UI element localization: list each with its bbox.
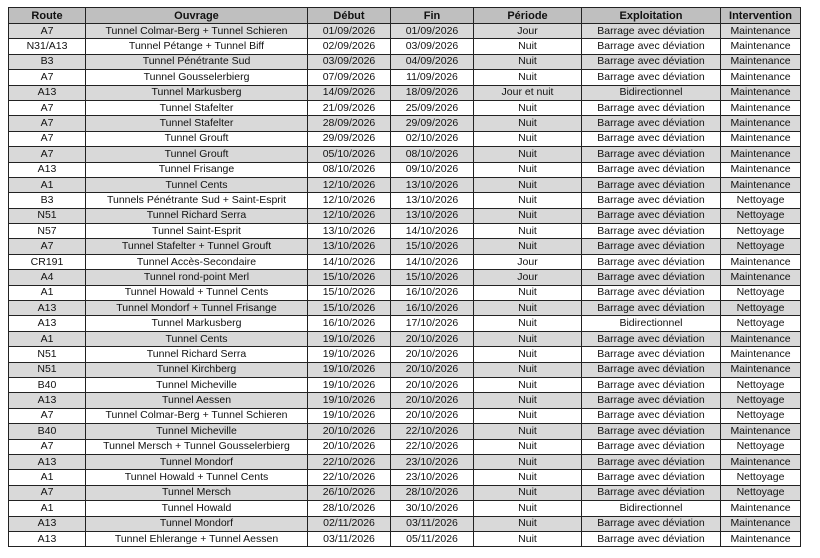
ouvrage-cell: Tunnel Frisange <box>86 162 308 177</box>
exploitation-cell: Barrage avec déviation <box>582 285 721 300</box>
table-row <box>9 377 801 392</box>
table-row <box>9 116 801 131</box>
table-row <box>9 485 801 500</box>
fin-cell: 09/10/2026 <box>391 162 474 177</box>
intervention-cell: Maintenance <box>721 270 801 285</box>
fin-cell: 28/10/2026 <box>391 485 474 500</box>
ouvrage-cell: Tunnel Stafelter <box>86 100 308 115</box>
periode-cell: Nuit <box>474 501 582 516</box>
periode-cell: Nuit <box>474 177 582 192</box>
route-cell: A1 <box>9 470 86 485</box>
column-header-fin: Fin <box>391 8 474 24</box>
fin-cell: 20/10/2026 <box>391 331 474 346</box>
exploitation-cell: Barrage avec déviation <box>582 116 721 131</box>
periode-cell: Nuit <box>474 100 582 115</box>
exploitation-cell: Barrage avec déviation <box>582 362 721 377</box>
table-row <box>9 439 801 454</box>
exploitation-cell: Barrage avec déviation <box>582 485 721 500</box>
periode-cell: Nuit <box>474 485 582 500</box>
intervention-cell: Maintenance <box>721 362 801 377</box>
ouvrage-cell: Tunnel Mondorf + Tunnel Frisange <box>86 301 308 316</box>
route-cell: A7 <box>9 24 86 39</box>
periode-cell: Nuit <box>474 147 582 162</box>
fin-cell: 01/09/2026 <box>391 24 474 39</box>
fin-cell: 16/10/2026 <box>391 285 474 300</box>
intervention-cell: Maintenance <box>721 454 801 469</box>
route-cell: A13 <box>9 516 86 531</box>
intervention-cell: Maintenance <box>721 347 801 362</box>
ouvrage-cell: Tunnel Howald <box>86 501 308 516</box>
exploitation-cell: Barrage avec déviation <box>582 439 721 454</box>
debut-cell: 19/10/2026 <box>308 347 391 362</box>
ouvrage-cell: Tunnel Pénétrante Sud <box>86 54 308 69</box>
debut-cell: 19/10/2026 <box>308 377 391 392</box>
table-row <box>9 70 801 85</box>
table-row <box>9 285 801 300</box>
table-row <box>9 501 801 516</box>
ouvrage-cell: Tunnel Micheville <box>86 377 308 392</box>
ouvrage-cell: Tunnel Gousselerbierg <box>86 70 308 85</box>
fin-cell: 15/10/2026 <box>391 239 474 254</box>
route-cell: A13 <box>9 85 86 100</box>
intervention-cell: Maintenance <box>721 501 801 516</box>
route-cell: A1 <box>9 501 86 516</box>
periode-cell: Nuit <box>474 316 582 331</box>
table-row <box>9 331 801 346</box>
fin-cell: 02/10/2026 <box>391 131 474 146</box>
ouvrage-cell: Tunnel Mondorf <box>86 454 308 469</box>
intervention-cell: Maintenance <box>721 131 801 146</box>
fin-cell: 18/09/2026 <box>391 85 474 100</box>
exploitation-cell: Barrage avec déviation <box>582 377 721 392</box>
route-cell: A13 <box>9 162 86 177</box>
route-cell: A7 <box>9 131 86 146</box>
intervention-cell: Nettoyage <box>721 408 801 423</box>
debut-cell: 19/10/2026 <box>308 362 391 377</box>
debut-cell: 12/10/2026 <box>308 193 391 208</box>
route-cell: A7 <box>9 408 86 423</box>
exploitation-cell: Barrage avec déviation <box>582 70 721 85</box>
exploitation-cell: Barrage avec déviation <box>582 193 721 208</box>
intervention-cell: Maintenance <box>721 162 801 177</box>
debut-cell: 15/10/2026 <box>308 301 391 316</box>
column-header-periode: Période <box>474 8 582 24</box>
fin-cell: 04/09/2026 <box>391 54 474 69</box>
route-cell: A7 <box>9 485 86 500</box>
debut-cell: 13/10/2026 <box>308 239 391 254</box>
periode-cell: Nuit <box>474 285 582 300</box>
ouvrage-cell: Tunnel Grouft <box>86 131 308 146</box>
exploitation-cell: Barrage avec déviation <box>582 408 721 423</box>
route-cell: N51 <box>9 347 86 362</box>
periode-cell: Nuit <box>474 301 582 316</box>
fin-cell: 13/10/2026 <box>391 177 474 192</box>
periode-cell: Nuit <box>474 393 582 408</box>
exploitation-cell: Barrage avec déviation <box>582 454 721 469</box>
route-cell: A1 <box>9 177 86 192</box>
intervention-cell: Maintenance <box>721 331 801 346</box>
route-cell: A7 <box>9 116 86 131</box>
intervention-cell: Maintenance <box>721 254 801 269</box>
periode-cell: Nuit <box>474 193 582 208</box>
table-row <box>9 193 801 208</box>
table-row <box>9 408 801 423</box>
periode-cell: Nuit <box>474 424 582 439</box>
debut-cell: 29/09/2026 <box>308 131 391 146</box>
ouvrage-cell: Tunnel Aessen <box>86 393 308 408</box>
ouvrage-cell: Tunnel Accès-Secondaire <box>86 254 308 269</box>
periode-cell: Jour <box>474 24 582 39</box>
exploitation-cell: Barrage avec déviation <box>582 54 721 69</box>
route-cell: B3 <box>9 193 86 208</box>
table-row <box>9 239 801 254</box>
column-header-route: Route <box>9 8 86 24</box>
exploitation-cell: Barrage avec déviation <box>582 424 721 439</box>
intervention-cell: Maintenance <box>721 54 801 69</box>
exploitation-cell: Barrage avec déviation <box>582 24 721 39</box>
route-cell: A1 <box>9 285 86 300</box>
exploitation-cell: Bidirectionnel <box>582 501 721 516</box>
debut-cell: 22/10/2026 <box>308 470 391 485</box>
fin-cell: 20/10/2026 <box>391 362 474 377</box>
exploitation-cell: Barrage avec déviation <box>582 331 721 346</box>
route-cell: A13 <box>9 316 86 331</box>
tunnel-works-table <box>8 7 801 547</box>
route-cell: B3 <box>9 54 86 69</box>
fin-cell: 23/10/2026 <box>391 470 474 485</box>
intervention-cell: Nettoyage <box>721 470 801 485</box>
table-row <box>9 39 801 54</box>
ouvrage-cell: Tunnel Colmar-Berg + Tunnel Schieren <box>86 24 308 39</box>
intervention-cell: Maintenance <box>721 100 801 115</box>
ouvrage-cell: Tunnel Micheville <box>86 424 308 439</box>
intervention-cell: Nettoyage <box>721 393 801 408</box>
route-cell: A13 <box>9 454 86 469</box>
column-header-ouvrage: Ouvrage <box>86 8 308 24</box>
periode-cell: Nuit <box>474 39 582 54</box>
ouvrage-cell: Tunnel Cents <box>86 331 308 346</box>
intervention-cell: Maintenance <box>721 147 801 162</box>
intervention-cell: Maintenance <box>721 116 801 131</box>
fin-cell: 08/10/2026 <box>391 147 474 162</box>
intervention-cell: Maintenance <box>721 85 801 100</box>
exploitation-cell: Barrage avec déviation <box>582 470 721 485</box>
fin-cell: 11/09/2026 <box>391 70 474 85</box>
fin-cell: 29/09/2026 <box>391 116 474 131</box>
debut-cell: 03/09/2026 <box>308 54 391 69</box>
debut-cell: 02/09/2026 <box>308 39 391 54</box>
periode-cell: Jour et nuit <box>474 85 582 100</box>
ouvrage-cell: Tunnel Mersch <box>86 485 308 500</box>
ouvrage-cell: Tunnel Richard Serra <box>86 208 308 223</box>
fin-cell: 13/10/2026 <box>391 193 474 208</box>
intervention-cell: Nettoyage <box>721 301 801 316</box>
intervention-cell: Nettoyage <box>721 285 801 300</box>
debut-cell: 12/10/2026 <box>308 177 391 192</box>
ouvrage-cell: Tunnel Pétange + Tunnel Biff <box>86 39 308 54</box>
column-header-intervention: Intervention <box>721 8 801 24</box>
intervention-cell: Maintenance <box>721 516 801 531</box>
route-cell: A13 <box>9 393 86 408</box>
route-cell: A13 <box>9 301 86 316</box>
debut-cell: 02/11/2026 <box>308 516 391 531</box>
fin-cell: 05/11/2026 <box>391 531 474 546</box>
debut-cell: 13/10/2026 <box>308 224 391 239</box>
debut-cell: 21/09/2026 <box>308 100 391 115</box>
ouvrage-cell: Tunnel Stafelter + Tunnel Grouft <box>86 239 308 254</box>
ouvrage-cell: Tunnel Mondorf <box>86 516 308 531</box>
debut-cell: 05/10/2026 <box>308 147 391 162</box>
ouvrage-cell: Tunnel Colmar-Berg + Tunnel Schieren <box>86 408 308 423</box>
ouvrage-cell: Tunnel rond-point Merl <box>86 270 308 285</box>
exploitation-cell: Bidirectionnel <box>582 316 721 331</box>
periode-cell: Nuit <box>474 377 582 392</box>
fin-cell: 20/10/2026 <box>391 377 474 392</box>
intervention-cell: Maintenance <box>721 531 801 546</box>
table-row <box>9 316 801 331</box>
route-cell: B40 <box>9 424 86 439</box>
table-row <box>9 131 801 146</box>
intervention-cell: Maintenance <box>721 177 801 192</box>
periode-cell: Jour <box>474 254 582 269</box>
schedule-table-container <box>8 7 801 547</box>
ouvrage-cell: Tunnel Ehlerange + Tunnel Aessen <box>86 531 308 546</box>
route-cell: A4 <box>9 270 86 285</box>
fin-cell: 16/10/2026 <box>391 301 474 316</box>
column-header-debut: Début <box>308 8 391 24</box>
column-header-exploitation: Exploitation <box>582 8 721 24</box>
debut-cell: 19/10/2026 <box>308 393 391 408</box>
debut-cell: 22/10/2026 <box>308 454 391 469</box>
ouvrage-cell: Tunnel Stafelter <box>86 116 308 131</box>
table-row <box>9 100 801 115</box>
fin-cell: 13/10/2026 <box>391 208 474 223</box>
intervention-cell: Nettoyage <box>721 439 801 454</box>
debut-cell: 26/10/2026 <box>308 485 391 500</box>
exploitation-cell: Bidirectionnel <box>582 85 721 100</box>
table-row <box>9 162 801 177</box>
intervention-cell: Nettoyage <box>721 239 801 254</box>
ouvrage-cell: Tunnel Cents <box>86 177 308 192</box>
debut-cell: 16/10/2026 <box>308 316 391 331</box>
fin-cell: 14/10/2026 <box>391 254 474 269</box>
route-cell: A7 <box>9 439 86 454</box>
debut-cell: 28/09/2026 <box>308 116 391 131</box>
table-row <box>9 208 801 223</box>
route-cell: N51 <box>9 208 86 223</box>
route-cell: B40 <box>9 377 86 392</box>
route-cell: CR191 <box>9 254 86 269</box>
exploitation-cell: Barrage avec déviation <box>582 301 721 316</box>
periode-cell: Nuit <box>474 439 582 454</box>
periode-cell: Jour <box>474 270 582 285</box>
periode-cell: Nuit <box>474 516 582 531</box>
exploitation-cell: Barrage avec déviation <box>582 131 721 146</box>
table-row <box>9 470 801 485</box>
periode-cell: Nuit <box>474 54 582 69</box>
fin-cell: 03/09/2026 <box>391 39 474 54</box>
intervention-cell: Maintenance <box>721 424 801 439</box>
fin-cell: 14/10/2026 <box>391 224 474 239</box>
table-row <box>9 224 801 239</box>
debut-cell: 03/11/2026 <box>308 531 391 546</box>
route-cell: A7 <box>9 100 86 115</box>
fin-cell: 25/09/2026 <box>391 100 474 115</box>
debut-cell: 12/10/2026 <box>308 208 391 223</box>
intervention-cell: Maintenance <box>721 70 801 85</box>
periode-cell: Nuit <box>474 116 582 131</box>
route-cell: A7 <box>9 239 86 254</box>
table-row <box>9 393 801 408</box>
table-row <box>9 362 801 377</box>
intervention-cell: Maintenance <box>721 39 801 54</box>
table-row <box>9 454 801 469</box>
exploitation-cell: Barrage avec déviation <box>582 239 721 254</box>
exploitation-cell: Barrage avec déviation <box>582 393 721 408</box>
table-row <box>9 424 801 439</box>
ouvrage-cell: Tunnel Richard Serra <box>86 347 308 362</box>
periode-cell: Nuit <box>474 131 582 146</box>
periode-cell: Nuit <box>474 347 582 362</box>
exploitation-cell: Barrage avec déviation <box>582 39 721 54</box>
table-row <box>9 270 801 285</box>
debut-cell: 08/10/2026 <box>308 162 391 177</box>
exploitation-cell: Barrage avec déviation <box>582 208 721 223</box>
exploitation-cell: Barrage avec déviation <box>582 100 721 115</box>
intervention-cell: Nettoyage <box>721 224 801 239</box>
fin-cell: 03/11/2026 <box>391 516 474 531</box>
ouvrage-cell: Tunnel Kirchberg <box>86 362 308 377</box>
table-row <box>9 85 801 100</box>
ouvrage-cell: Tunnel Grouft <box>86 147 308 162</box>
exploitation-cell: Barrage avec déviation <box>582 270 721 285</box>
route-cell: A1 <box>9 331 86 346</box>
periode-cell: Nuit <box>474 162 582 177</box>
periode-cell: Nuit <box>474 454 582 469</box>
table-row <box>9 54 801 69</box>
fin-cell: 22/10/2026 <box>391 439 474 454</box>
debut-cell: 14/10/2026 <box>308 254 391 269</box>
exploitation-cell: Barrage avec déviation <box>582 162 721 177</box>
intervention-cell: Nettoyage <box>721 208 801 223</box>
ouvrage-cell: Tunnel Markusberg <box>86 85 308 100</box>
table-row <box>9 531 801 546</box>
periode-cell: Nuit <box>474 408 582 423</box>
fin-cell: 20/10/2026 <box>391 347 474 362</box>
fin-cell: 20/10/2026 <box>391 408 474 423</box>
fin-cell: 30/10/2026 <box>391 501 474 516</box>
ouvrage-cell: Tunnel Markusberg <box>86 316 308 331</box>
ouvrage-cell: Tunnels Pénétrante Sud + Saint-Esprit <box>86 193 308 208</box>
table-row <box>9 147 801 162</box>
periode-cell: Nuit <box>474 208 582 223</box>
exploitation-cell: Barrage avec déviation <box>582 147 721 162</box>
debut-cell: 01/09/2026 <box>308 24 391 39</box>
ouvrage-cell: Tunnel Howald + Tunnel Cents <box>86 470 308 485</box>
intervention-cell: Nettoyage <box>721 485 801 500</box>
periode-cell: Nuit <box>474 239 582 254</box>
debut-cell: 15/10/2026 <box>308 270 391 285</box>
debut-cell: 19/10/2026 <box>308 408 391 423</box>
debut-cell: 19/10/2026 <box>308 331 391 346</box>
table-row <box>9 301 801 316</box>
debut-cell: 20/10/2026 <box>308 424 391 439</box>
table-row <box>9 516 801 531</box>
debut-cell: 14/09/2026 <box>308 85 391 100</box>
periode-cell: Nuit <box>474 224 582 239</box>
fin-cell: 15/10/2026 <box>391 270 474 285</box>
periode-cell: Nuit <box>474 470 582 485</box>
periode-cell: Nuit <box>474 331 582 346</box>
route-cell: N31/A13 <box>9 39 86 54</box>
exploitation-cell: Barrage avec déviation <box>582 531 721 546</box>
route-cell: A13 <box>9 531 86 546</box>
fin-cell: 20/10/2026 <box>391 393 474 408</box>
ouvrage-cell: Tunnel Saint-Esprit <box>86 224 308 239</box>
fin-cell: 22/10/2026 <box>391 424 474 439</box>
periode-cell: Nuit <box>474 531 582 546</box>
fin-cell: 17/10/2026 <box>391 316 474 331</box>
debut-cell: 28/10/2026 <box>308 501 391 516</box>
table-row <box>9 24 801 39</box>
debut-cell: 07/09/2026 <box>308 70 391 85</box>
debut-cell: 15/10/2026 <box>308 285 391 300</box>
fin-cell: 23/10/2026 <box>391 454 474 469</box>
table-row <box>9 254 801 269</box>
route-cell: A7 <box>9 70 86 85</box>
periode-cell: Nuit <box>474 362 582 377</box>
exploitation-cell: Barrage avec déviation <box>582 224 721 239</box>
route-cell: A7 <box>9 147 86 162</box>
ouvrage-cell: Tunnel Mersch + Tunnel Gousselerbierg <box>86 439 308 454</box>
route-cell: N57 <box>9 224 86 239</box>
header-row <box>9 8 801 24</box>
exploitation-cell: Barrage avec déviation <box>582 516 721 531</box>
debut-cell: 20/10/2026 <box>308 439 391 454</box>
ouvrage-cell: Tunnel Howald + Tunnel Cents <box>86 285 308 300</box>
table-row <box>9 177 801 192</box>
intervention-cell: Nettoyage <box>721 193 801 208</box>
exploitation-cell: Barrage avec déviation <box>582 254 721 269</box>
intervention-cell: Maintenance <box>721 24 801 39</box>
intervention-cell: Nettoyage <box>721 316 801 331</box>
route-cell: N51 <box>9 362 86 377</box>
exploitation-cell: Barrage avec déviation <box>582 177 721 192</box>
table-row <box>9 347 801 362</box>
periode-cell: Nuit <box>474 70 582 85</box>
exploitation-cell: Barrage avec déviation <box>582 347 721 362</box>
intervention-cell: Nettoyage <box>721 377 801 392</box>
